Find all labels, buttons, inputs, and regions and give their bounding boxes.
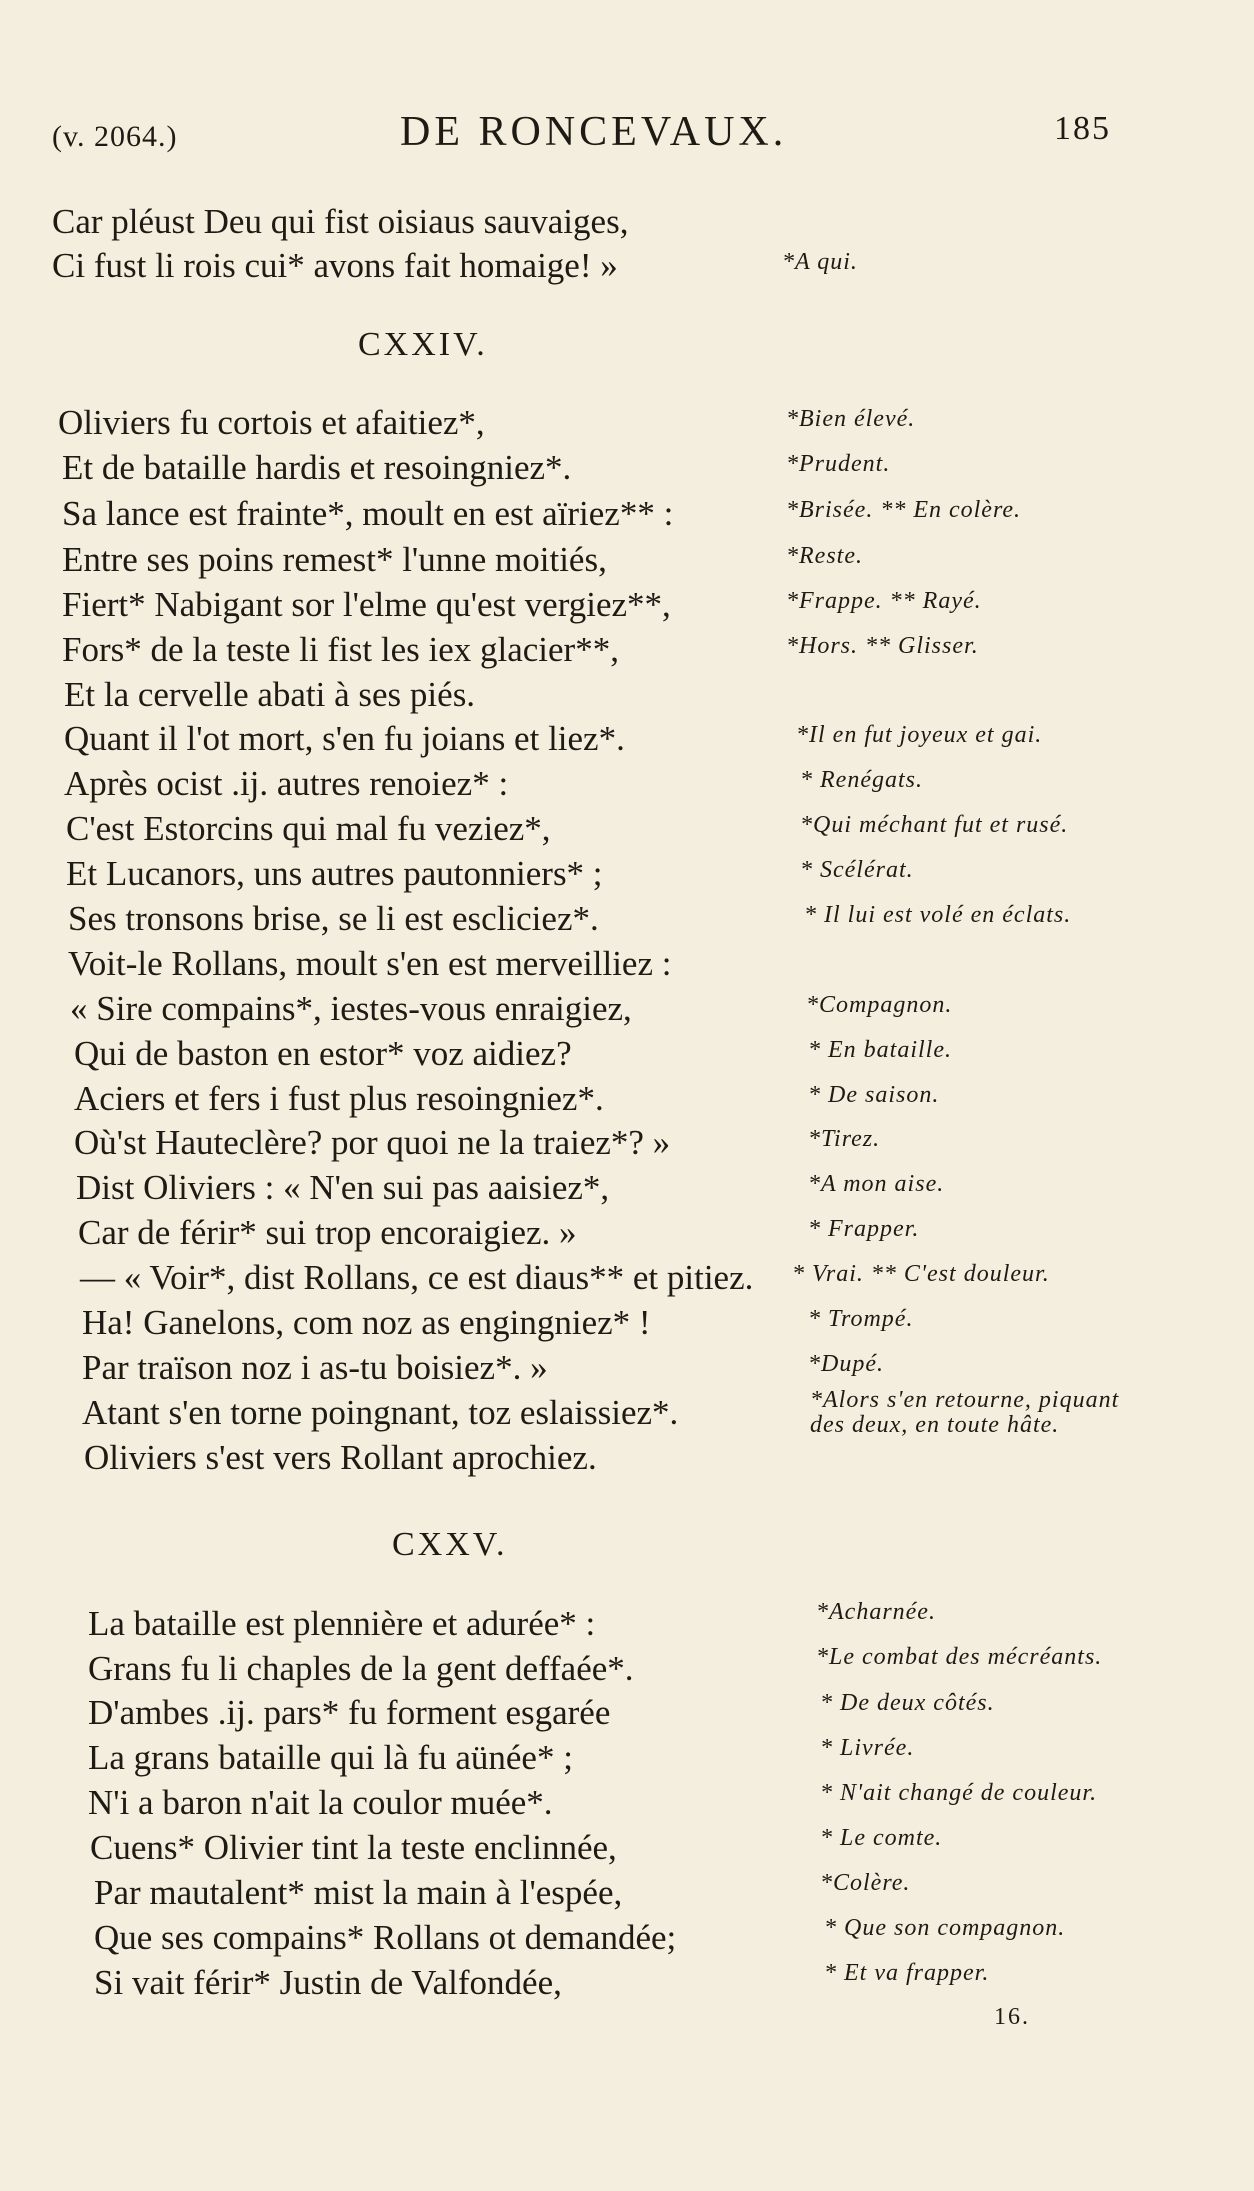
gloss-note: *Reste.	[786, 543, 863, 569]
verse-line: Fiert* Nabigant sor l'elme qu'est vergiez**,	[62, 585, 671, 624]
verse-line: Aciers et fers i fust plus resoingniez*.	[74, 1079, 604, 1118]
verse-line: Sa lance est frainte*, moult en est aïriez** :	[62, 494, 674, 533]
verse-line: Qui de baston en estor* voz aidiez?	[74, 1034, 572, 1073]
verse-line: « Sire compains*, iestes-vous enraigiez,	[70, 989, 632, 1028]
gloss-note: *A qui.	[782, 249, 858, 275]
verse-reference: (v. 2064.)	[52, 120, 178, 153]
gloss-note: * En bataille.	[808, 1037, 952, 1063]
signature-mark: 16.	[994, 2004, 1030, 2030]
gloss-note: *A mon aise.	[808, 1171, 945, 1197]
verse-line: Ha! Ganelons, com noz as engingniez* !	[82, 1303, 651, 1342]
verse-line: Et Lucanors, uns autres pautonniers* ;	[66, 854, 603, 893]
gloss-note: * De deux côtés.	[820, 1690, 995, 1716]
verse-line: Ci fust li rois cui* avons fait homaige! »	[52, 246, 618, 285]
gloss-note: * Vrai. ** C'est douleur.	[792, 1261, 1050, 1287]
gloss-note: *Il en fut joyeux et gai.	[796, 722, 1043, 748]
gloss-note: *Colère.	[820, 1870, 911, 1896]
verse-line: Atant s'en torne poingnant, toz eslaissiez*.	[82, 1393, 679, 1432]
verse-line: Où'st Hauteclère? por quoi ne la traiez*? »	[74, 1123, 671, 1162]
gloss-note: *Le combat des mécréants.	[816, 1644, 1103, 1670]
verse-line: Et la cervelle abati à ses piés.	[64, 675, 476, 714]
gloss-note: *Prudent.	[786, 451, 891, 477]
gloss-note: * Frapper.	[808, 1216, 920, 1242]
verse-line: La grans bataille qui là fu aünée* ;	[88, 1738, 573, 1777]
gloss-note: * Le comte.	[820, 1825, 943, 1851]
gloss-note: * Que son compagnon.	[824, 1915, 1066, 1941]
gloss-note: *Hors. ** Glisser.	[786, 633, 979, 659]
gloss-note: *Qui méchant fut et rusé.	[800, 812, 1069, 838]
running-title: DE RONCEVAUX.	[400, 109, 788, 155]
gloss-note: * Et va frapper.	[824, 1960, 990, 1986]
verse-line: D'ambes .ij. pars* fu forment esgarée	[88, 1693, 611, 1732]
verse-line: Grans fu li chaples de la gent deffaée*.	[88, 1649, 634, 1688]
gloss-note: *Brisée. ** En colère.	[786, 497, 1022, 523]
verse-line: Par traïson noz i as-tu boisiez*. »	[82, 1348, 548, 1387]
verse-line: Dist Oliviers : « N'en sui pas aaisiez*,	[76, 1168, 610, 1207]
gloss-note: * Scélérat.	[800, 857, 914, 883]
verse-line: Voit-le Rollans, moult s'en est merveilliez :	[68, 944, 672, 983]
section-heading: CXXV.	[392, 1526, 508, 1563]
gloss-note: *Acharnée.	[816, 1599, 936, 1625]
gloss-note: * De saison.	[808, 1082, 940, 1108]
verse-line: Car de férir* sui trop encoraigiez. »	[78, 1213, 577, 1252]
gloss-note: * Livrée.	[820, 1735, 915, 1761]
gloss-note: *Tirez.	[808, 1126, 881, 1152]
verse-line: Fors* de la teste li fist les iex glacier**,	[62, 630, 619, 669]
verse-line: Car pléust Deu qui fist oisiaus sauvaiges,	[52, 202, 629, 241]
verse-line: Oliviers s'est vers Rollant aprochiez.	[84, 1438, 597, 1477]
verse-line: La bataille est plennière et adurée* :	[88, 1604, 596, 1643]
section-heading: CXXIV.	[358, 326, 488, 363]
verse-line: Quant il l'ot mort, s'en fu joians et liez*.	[64, 719, 625, 758]
gloss-note: *Alors s'en retourne, piquant des deux, en toute hâte.	[810, 1387, 1120, 1439]
verse-line: Par mautalent* mist la main à l'espée,	[94, 1873, 623, 1912]
gloss-note: * Trompé.	[808, 1306, 914, 1332]
gloss-note: * Renégats.	[800, 767, 923, 793]
gloss-note: * Il lui est volé en éclats.	[804, 902, 1072, 928]
verse-line: Oliviers fu cortois et afaitiez*,	[58, 403, 485, 442]
verse-line: N'i a baron n'ait la coulor muée*.	[88, 1783, 553, 1822]
gloss-note: *Dupé.	[808, 1351, 884, 1377]
verse-line: Ses tronsons brise, se li est escliciez*.	[68, 899, 599, 938]
gloss-note: * N'ait changé de couleur.	[820, 1780, 1098, 1806]
verse-line: Cuens* Olivier tint la teste enclinnée,	[90, 1828, 617, 1867]
verse-line: Entre ses poins remest* l'unne moitiés,	[62, 540, 607, 579]
gloss-note: *Bien élevé.	[786, 406, 916, 432]
gloss-note: *Frappe. ** Rayé.	[786, 588, 982, 614]
verse-line: C'est Estorcins qui mal fu veziez*,	[66, 809, 551, 848]
verse-line: Si vait férir* Justin de Valfondée,	[94, 1963, 562, 2002]
verse-line: Et de bataille hardis et resoingniez*.	[62, 448, 572, 487]
verse-line: Que ses compains* Rollans ot demandée;	[94, 1918, 677, 1957]
gloss-note: *Compagnon.	[806, 992, 953, 1018]
verse-line: Après ocist .ij. autres renoiez* :	[64, 764, 509, 803]
verse-line: — « Voir*, dist Rollans, ce est diaus** et pitiez.	[80, 1258, 754, 1297]
page-number: 185	[1054, 110, 1111, 147]
